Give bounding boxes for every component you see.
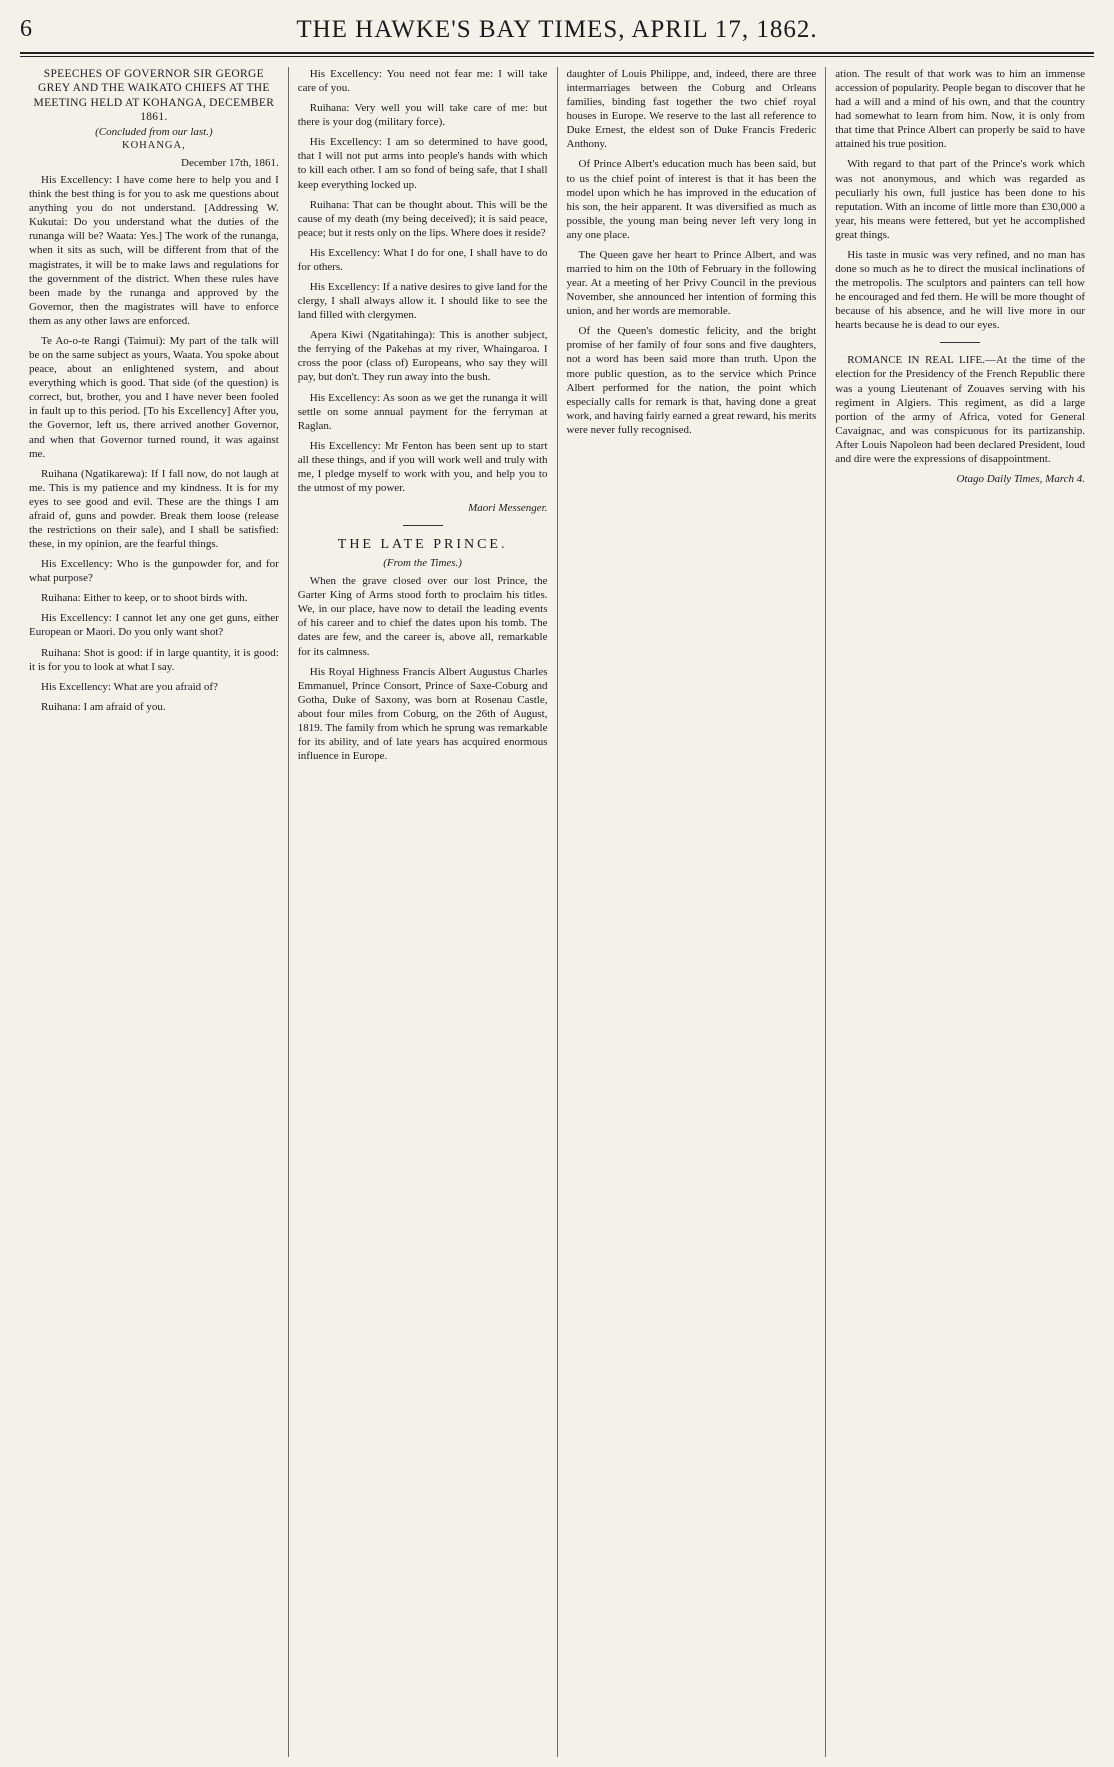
- paragraph: ROMANCE IN REAL LIFE.—At the time of the election for the Presidency of the French Republic there was a young Lieutenant of Zouaves serving with his regiment in Algiers. This regiment, as did a large portion of the army of Africa, voted for General Cavaignac, and was conspicuous for its partizanship. After Louis Napoleon had been declared President, loud and dire were the expressions of disappointment.: [835, 354, 1085, 465]
- section-source: (From the Times.): [383, 557, 462, 570]
- article-heading-block: [29, 67, 279, 152]
- paragraph: Ruihana: I am afraid of you.: [41, 700, 166, 713]
- column-4: [825, 67, 1094, 1757]
- masthead: [20, 14, 1094, 48]
- masthead-rule: [20, 52, 1094, 54]
- paragraph: Ruihana: Either to keep, or to shoot birds with.: [41, 592, 248, 605]
- article-source: Maori Messenger.: [468, 502, 548, 515]
- section-title: THE LATE PRINCE.: [337, 537, 508, 553]
- paragraph: His Excellency: If a native desires to give land for the clergy, I shall always allow it. I should like to see the land filled with clergymen.: [297, 281, 548, 322]
- paragraph: His Excellency: What I do for one, I shall have to do for others.: [297, 246, 548, 273]
- section-divider: [940, 342, 980, 343]
- paragraph: Ruihana: Shot is good: if in large quantity, it is good: it is for you to look at what I say.: [29, 646, 279, 673]
- section-divider: [403, 525, 443, 526]
- paragraph: Te Ao-o-te Rangi (Taimui): My part of the talk will be on the same subject as yours, Waata. You spoke about peace, about an enlightened system, and about everything which is good. That side (of the question) is correct, but, brother, you and I have never been fooled in fault up to this period. [To his Excellency] After you, the Governor, left us, there arrived another Governor, and when that Governor turned round, it was against me.: [29, 334, 279, 460]
- column-3: [557, 67, 826, 1757]
- paragraph: With regard to that part of the Prince's work which was not anonymous, and which was regarded as peculiarly his own, full justice has been done to his reputation. With an income of little more than £30,000 a year, his means were fettered, but yet he accomplished great things.: [835, 158, 1085, 241]
- newspaper-title: THE HAWKE'S BAY TIMES, APRIL 17, 1862.: [296, 16, 818, 43]
- paragraph: His Excellency: You need not fear me: I will take care of you.: [297, 68, 548, 95]
- paragraph: His taste in music was very refined, and no man has done so much as he to direct the musical inclinations of the metropolis. The sculptors and painters can tell how he encouraged and fed them. He will be more thought of because of his absence, and he will live more in our hearts because he is dead to our eyes.: [835, 248, 1085, 332]
- paragraph: His Excellency: I cannot let any one get guns, either European or Maori. Do you only want shot?: [29, 612, 279, 639]
- paragraph: His Royal Highness Francis Albert Augustus Charles Emmanuel, Prince Consort, Prince of Saxe-Coburg and Gotha, Duke of Saxony, was born at Rosenau Castle, about four miles from Coburg, on the 26th of August, 1819. The family from which he sprung was remarkable for its ability, and of late years has acquired enormous influence in Europe.: [297, 665, 548, 763]
- article-subheading: (Concluded from our last.): [95, 125, 213, 138]
- columns: [20, 67, 1094, 1757]
- paragraph: Ruihana: That can be thought about. This will be the cause of my death (my being deceived); it is said peace, peace; but it rests only on the lips. Where does it reside?: [297, 198, 548, 239]
- paragraph: Ruihana (Ngatikarewa): If I fall now, do not laugh at me. This is my patience and my kindness. It is for my eyes to see good and evil. These are the things I am afraid of, guns and powder. Break them loose (release the restrictions on their sale), and I shall be satisfied: these, in my opinion, are the fearful things.: [29, 467, 279, 551]
- paragraph: His Excellency: Mr Fenton has been sent up to start all these things, and if you will work well and truly with me, I pledge myself to work with you, and help you to the utmost of my power.: [297, 439, 548, 495]
- paragraph: His Excellency: What are you afraid of?: [41, 680, 218, 693]
- paragraph: His Excellency: I am so determined to have good, that I will not put arms into people's hands with which to kill each other. I am so fond of being safe, that I shall keep everything locked up.: [297, 136, 548, 191]
- paragraph: ation. The result of that work was to him an immense accession of popularity. People began to discover that he had a will and a mind of his own, and that the country had somewhat to learn from him. Now, it is only from that time that Prince Albert can properly be said to have attained his true position.: [835, 68, 1085, 151]
- paragraph: The Queen gave her heart to Prince Albert, and was married to him on the 10th of February in the following year. At a meeting of her Privy Council in the previous November, she announced her intention of forming this union, and her words are memorable.: [566, 248, 817, 318]
- paragraph: Of Prince Albert's education much has been said, but to us the chief point of interest is that it has been the model upon which he has improved in the education of his son, the heir apparent. It was diversified as much as possible, the young man being never left very long in any one place.: [566, 158, 817, 241]
- column-2: [288, 67, 557, 1757]
- page-number: 6: [20, 16, 32, 42]
- paragraph: When the grave closed over our lost Prince, the Garter King of Arms stood forth to proclaim his titles. We, in our place, have now to detail the leading events of his career and to chief the dates upon his tomb. The dates are few, and the career is, above all, remarkable for its calmness.: [297, 575, 548, 658]
- article-place: KOHANGA,: [122, 139, 186, 151]
- paragraph: Of the Queen's domestic felicity, and the bright promise of her family of four sons and five daughters, not a word has been said more than truth. Upon the more public question, as to the service which Prince Albert performed for the nation, the point which especially calls for remark is that, having done a great work, and having fairly earned a great reward, his merits were never fully recognised.: [566, 325, 817, 436]
- paragraph: Apera Kiwi (Ngatitahinga): This is another subject, the ferrying of the Pakehas at my river, Whaingaroa. I cross the poor (class of) Europeans, who say they will pay, but don't. They run away into the bush.: [297, 329, 548, 384]
- paragraph: His Excellency: I have come here to help you and I think the best thing is for you to ask me questions about anything you do not understand. [Addressing W. Kukutai: Do you understand what the duties of the runanga will be? Waata: Yes.] The work of the runanga, when it sits as such, will be different from that of the magistrates, it will be to make laws and regulations for the government of the district. When these rules have been made by the runanga and approved by the Governor, then the magistrates will have to enforce them as any other laws are enforced.: [29, 174, 279, 327]
- column-1: [20, 67, 288, 1757]
- paragraph: daughter of Louis Philippe, and, indeed, there are three intermarriages between the Coburg and Orleans families, binding fast together the two chief royal houses in Europe. We reserve to the last all reference to Duke Ernest, the eldest son of Duke Francis Frederic Anthony.: [566, 68, 817, 151]
- masthead-rule-thin: [20, 56, 1094, 57]
- article-date: December 17th, 1861.: [181, 157, 279, 170]
- paragraph: His Excellency: As soon as we get the runanga it will settle on some annual payment for the ferryman at Raglan.: [297, 391, 548, 432]
- article-source: Otago Daily Times, March 4.: [956, 473, 1085, 486]
- paragraph: His Excellency: Who is the gunpowder for, and for what purpose?: [29, 558, 279, 585]
- article-heading: SPEECHES OF GOVERNOR SIR GEORGE GREY AND THE WAIKATO CHIEFS AT THE MEETING HELD AT KOHANGA, DECEMBER 1861.: [33, 68, 275, 124]
- paragraph: Ruihana: Very well you will take care of me: but there is your dog (military force).: [297, 102, 548, 129]
